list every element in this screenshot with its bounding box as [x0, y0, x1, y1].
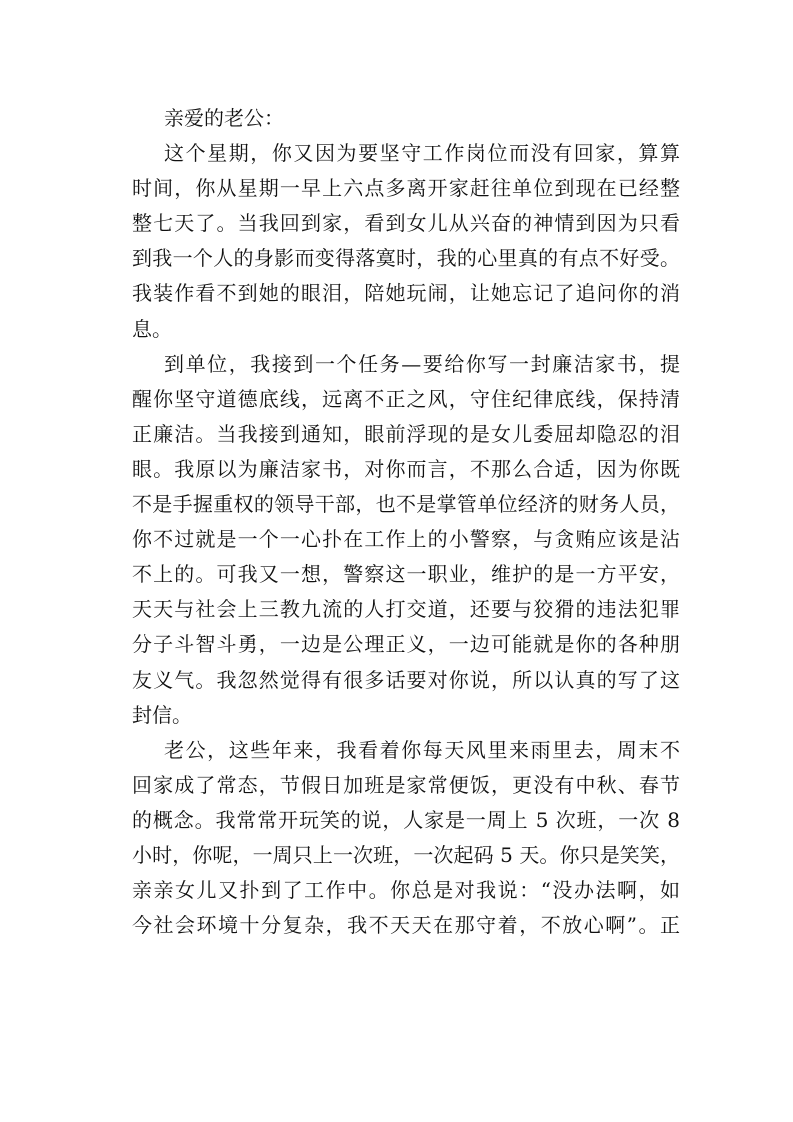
- paragraph-line: 分子斗智斗勇，一边是公理正义，一边可能就是你的各种朋: [132, 632, 680, 657]
- paragraph-line: 的概念。我常常开玩笑的说，人家是一周上 5 次班，一次 8: [132, 807, 680, 832]
- paragraph-line: 这个星期，你又因为要坚守工作岗位而没有回家，算算: [164, 141, 680, 166]
- paragraph-line: 老公，这些年来，我看着你每天风里来雨里去，周末不: [164, 737, 680, 762]
- paragraph-line: 不是手握重权的领导干部，也不是掌管单位经济的财务人员，: [132, 492, 680, 517]
- paragraph-line: 不上的。可我又一想，警察这一职业，维护的是一方平安，: [132, 562, 680, 587]
- paragraph-line: 到单位，我接到一个任务—要给你写一封廉洁家书，提: [164, 351, 680, 376]
- letter-body: [132, 101, 680, 943]
- paragraph-line: 你不过就是一个一心扑在工作上的小警察，与贪贿应该是沾: [132, 527, 680, 552]
- paragraph-line: 友义气。我忽然觉得有很多话要对你说，所以认真的写了这: [132, 667, 680, 692]
- paragraph-3: [132, 733, 680, 944]
- paragraph-line: 时间，你从星期一早上六点多离开家赶往单位到现在已经整: [132, 176, 680, 201]
- letter-greeting: 亲爱的老公：: [164, 106, 284, 130]
- paragraph-1: [132, 136, 680, 347]
- paragraph-line: 今社会环境十分复杂，我不天天在那守着，不放心啊”。正: [132, 913, 680, 938]
- paragraph-line: 亲亲女儿又扑到了工作中。你总是对我说：“没办法啊，如: [132, 878, 680, 903]
- paragraph-line: 回家成了常态，节假日加班是家常便饭，更没有中秋、春节: [132, 772, 680, 797]
- paragraph-line: 醒你坚守道德底线，远离不正之风，守住纪律底线，保持清: [132, 386, 680, 411]
- paragraph-line: 我装作看不到她的眼泪，陪她玩闹，让她忘记了追问你的消: [132, 281, 680, 306]
- paragraph-line: 整七天了。当我回到家，看到女儿从兴奋的神情到因为只看: [132, 211, 680, 236]
- paragraph-line: 正廉洁。当我接到通知，眼前浮现的是女儿委屈却隐忍的泪: [132, 421, 680, 446]
- paragraph-line: 息。: [132, 316, 172, 341]
- paragraph-line: 天天与社会上三教九流的人打交道，还要与狡猾的违法犯罪: [132, 597, 680, 622]
- paragraph-line: 封信。: [132, 702, 192, 727]
- paragraph-2: [132, 347, 680, 733]
- paragraph-line: 小时，你呢，一周只上一次班，一次起码 5 天。你只是笑笑，: [132, 842, 680, 867]
- paragraph-line: 到我一个人的身影而变得落寞时，我的心里真的有点不好受。: [132, 246, 680, 271]
- paragraph-line: 眼。我原以为廉洁家书，对你而言，不那么合适，因为你既: [132, 456, 680, 481]
